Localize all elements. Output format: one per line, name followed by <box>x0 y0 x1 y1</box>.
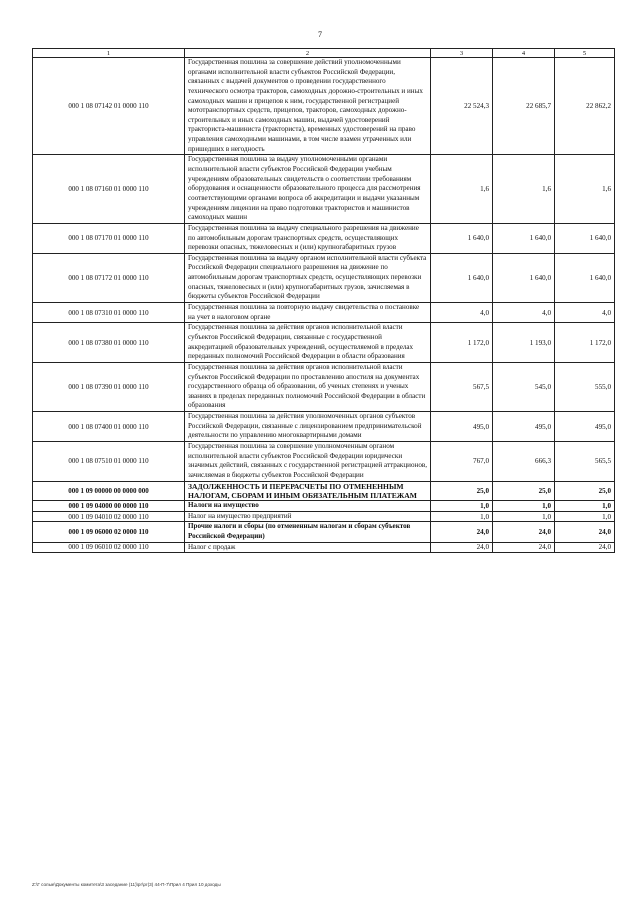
value-col5-cell: 555,0 <box>555 362 615 411</box>
value-col4-cell: 545,0 <box>493 362 555 411</box>
value-col5-cell: 1,0 <box>555 501 615 512</box>
value-col3-cell: 1,6 <box>431 155 493 223</box>
code-cell: 000 1 08 07310 01 0000 110 <box>33 303 185 323</box>
description-cell: Государственная пошлина за выдачу уполномоченными органами исполнительной власти субъектов Российской Федерации учебным учреждениям образовательных свидетельств о соответствии требованиям оборудования и оснащенности образовательного процесса для рассмотрения соответствующими органами вопроса об аккредитации и выдачи указанным учреждениям лицензии на право подготовки трактористов и машинистов самоходных машин <box>185 155 431 223</box>
value-col5-cell: 1,0 <box>555 511 615 522</box>
value-col4-cell: 666,3 <box>493 441 555 481</box>
value-col4-cell: 4,0 <box>493 303 555 323</box>
value-col4-cell: 1 193,0 <box>493 323 555 363</box>
table-row <box>33 58 615 155</box>
table-row <box>33 481 615 501</box>
value-col3-cell: 567,5 <box>431 362 493 411</box>
table-row <box>33 303 615 323</box>
value-col4-cell: 495,0 <box>493 412 555 442</box>
code-cell: 000 1 08 07172 01 0000 110 <box>33 253 185 302</box>
description-cell: Налоги на имущество <box>185 501 431 512</box>
table-row <box>33 155 615 223</box>
header-cell-1: 1 <box>33 49 185 58</box>
value-col4-cell: 22 685,7 <box>493 58 555 155</box>
description-cell: Государственная пошлина за совершение уполномоченным органом исполнительной власти субъектов Российской Федерации юридически значимых действий, связанных с государственной регистрацией аттракционов, зачисляемая в бюджеты субъектов Российской Федерации <box>185 441 431 481</box>
header-cell-5: 5 <box>555 49 615 58</box>
header-row <box>33 49 615 58</box>
value-col3-cell: 24,0 <box>431 522 493 542</box>
header-cell-3: 3 <box>431 49 493 58</box>
page-number: 7 <box>318 30 322 39</box>
value-col5-cell: 24,0 <box>555 542 615 553</box>
table-row <box>33 223 615 253</box>
file-path-footer: Z:\Г солые\Документы комитета\3 заседание (11)\рг\рг(3) 44-П-7\Прил 4 Прил 10 доходы <box>32 882 221 887</box>
value-col4-cell: 24,0 <box>493 542 555 553</box>
value-col3-cell: 1 640,0 <box>431 253 493 302</box>
table-row <box>33 441 615 481</box>
description-cell: Налог с продаж <box>185 542 431 553</box>
value-col3-cell: 1,0 <box>431 511 493 522</box>
value-col3-cell: 495,0 <box>431 412 493 442</box>
header-cell-2: 2 <box>185 49 431 58</box>
value-col5-cell: 565,5 <box>555 441 615 481</box>
description-cell: Прочие налоги и сборы (по отмененным налогам и сборам субъектов Российской Федерации) <box>185 522 431 542</box>
code-cell: 000 1 08 07160 01 0000 110 <box>33 155 185 223</box>
code-cell: 000 1 08 07400 01 0000 110 <box>33 412 185 442</box>
description-cell: Налог на имущество предприятий <box>185 511 431 522</box>
value-col5-cell: 495,0 <box>555 412 615 442</box>
table-row <box>33 522 615 542</box>
value-col4-cell: 1,0 <box>493 501 555 512</box>
description-cell: Государственная пошлина за совершение действий уполномоченными органами исполнительной власти субъектов Российской Федерации, связанных с выдачей документов о проведении государственного технического осмотра тракторов, самоходных дорожно-строительных и иных самоходных машин и прицепов к ним, государственной регистрацией мототранспортных средств, прицепов, тракторов, самоходных дорожно-строительных и иных самоходных машин, выдачей удостоверений тракториста-машиниста (тракториста), временных удостоверений на право управления самоходными машинами, в том числе взамен утраченных или пришедших в негодность <box>185 58 431 155</box>
value-col5-cell: 25,0 <box>555 481 615 501</box>
description-cell: Государственная пошлина за действия уполномоченных органов субъектов Российской Федерации, связанные с лицензированием предпринимательской деятельности по управлению многоквартирными домами <box>185 412 431 442</box>
value-col3-cell: 24,0 <box>431 542 493 553</box>
value-col5-cell: 1,6 <box>555 155 615 223</box>
description-cell: Государственная пошлина за выдачу специального разрешения на движение по автомобильным дорогам транспортных средств, осуществляющих перевозки опасных, тяжеловесных и (или) крупногабаритных грузов <box>185 223 431 253</box>
value-col3-cell: 1 640,0 <box>431 223 493 253</box>
table-row <box>33 323 615 363</box>
description-cell: Государственная пошлина за повторную выдачу свидетельства о постановке на учет в налоговом органе <box>185 303 431 323</box>
description-cell: Государственная пошлина за действия органов исполнительной власти субъектов Российской Федерации по проставлению апостиля на документах государственного образца об образовании, об ученых степенях и ученых званиях в пределах переданных полномочий Российской Федерации в области образования <box>185 362 431 411</box>
value-col5-cell: 1 640,0 <box>555 253 615 302</box>
value-col4-cell: 25,0 <box>493 481 555 501</box>
table-row <box>33 501 615 512</box>
value-col3-cell: 1,0 <box>431 501 493 512</box>
value-col3-cell: 4,0 <box>431 303 493 323</box>
value-col3-cell: 22 524,3 <box>431 58 493 155</box>
value-col5-cell: 24,0 <box>555 522 615 542</box>
value-col5-cell: 1 172,0 <box>555 323 615 363</box>
value-col5-cell: 1 640,0 <box>555 223 615 253</box>
code-cell: 000 1 08 07380 01 0000 110 <box>33 323 185 363</box>
header-cell-4: 4 <box>493 49 555 58</box>
code-cell: 000 1 08 07510 01 0000 110 <box>33 441 185 481</box>
value-col3-cell: 25,0 <box>431 481 493 501</box>
code-cell: 000 1 08 07390 01 0000 110 <box>33 362 185 411</box>
value-col4-cell: 1,0 <box>493 511 555 522</box>
code-cell: 000 1 09 00000 00 0000 000 <box>33 481 185 501</box>
value-col4-cell: 24,0 <box>493 522 555 542</box>
value-col3-cell: 767,0 <box>431 441 493 481</box>
table-row <box>33 362 615 411</box>
code-cell: 000 1 09 04010 02 0000 110 <box>33 511 185 522</box>
value-col3-cell: 1 172,0 <box>431 323 493 363</box>
value-col4-cell: 1 640,0 <box>493 223 555 253</box>
description-cell: Государственная пошлина за выдачу органом исполнительной власти субъекта Российской Федерации специального разрешения на движение по автомобильным дорогам транспортных средств, осуществляющих перевозки опасных, тяжеловесных и (или) крупногабаритных грузов, зачисляемая в бюджеты субъектов Российской Федерации <box>185 253 431 302</box>
code-cell: 000 1 08 07170 01 0000 110 <box>33 223 185 253</box>
table-row <box>33 542 615 553</box>
value-col5-cell: 4,0 <box>555 303 615 323</box>
code-cell: 000 1 09 04000 00 0000 110 <box>33 501 185 512</box>
value-col5-cell: 22 862,2 <box>555 58 615 155</box>
code-cell: 000 1 08 07142 01 0000 110 <box>33 58 185 155</box>
table-row <box>33 511 615 522</box>
value-col4-cell: 1 640,0 <box>493 253 555 302</box>
table-row <box>33 253 615 302</box>
table-row <box>33 412 615 442</box>
code-cell: 000 1 09 06010 02 0000 110 <box>33 542 185 553</box>
description-cell: Государственная пошлина за действия органов исполнительной власти субъектов Российской Федерации, связанные с государственной аккредитацией образовательных учреждений, осуществляемой в пределах переданных полномочий Российской Федерации в области образования <box>185 323 431 363</box>
revenue-table <box>32 48 615 553</box>
code-cell: 000 1 09 06000 02 0000 110 <box>33 522 185 542</box>
description-cell: ЗАДОЛЖЕННОСТЬ И ПЕРЕРАСЧЕТЫ ПО ОТМЕНЕННЫМ НАЛОГАМ, СБОРАМ И ИНЫМ ОБЯЗАТЕЛЬНЫМ ПЛАТЕЖАМ <box>185 481 431 501</box>
value-col4-cell: 1,6 <box>493 155 555 223</box>
